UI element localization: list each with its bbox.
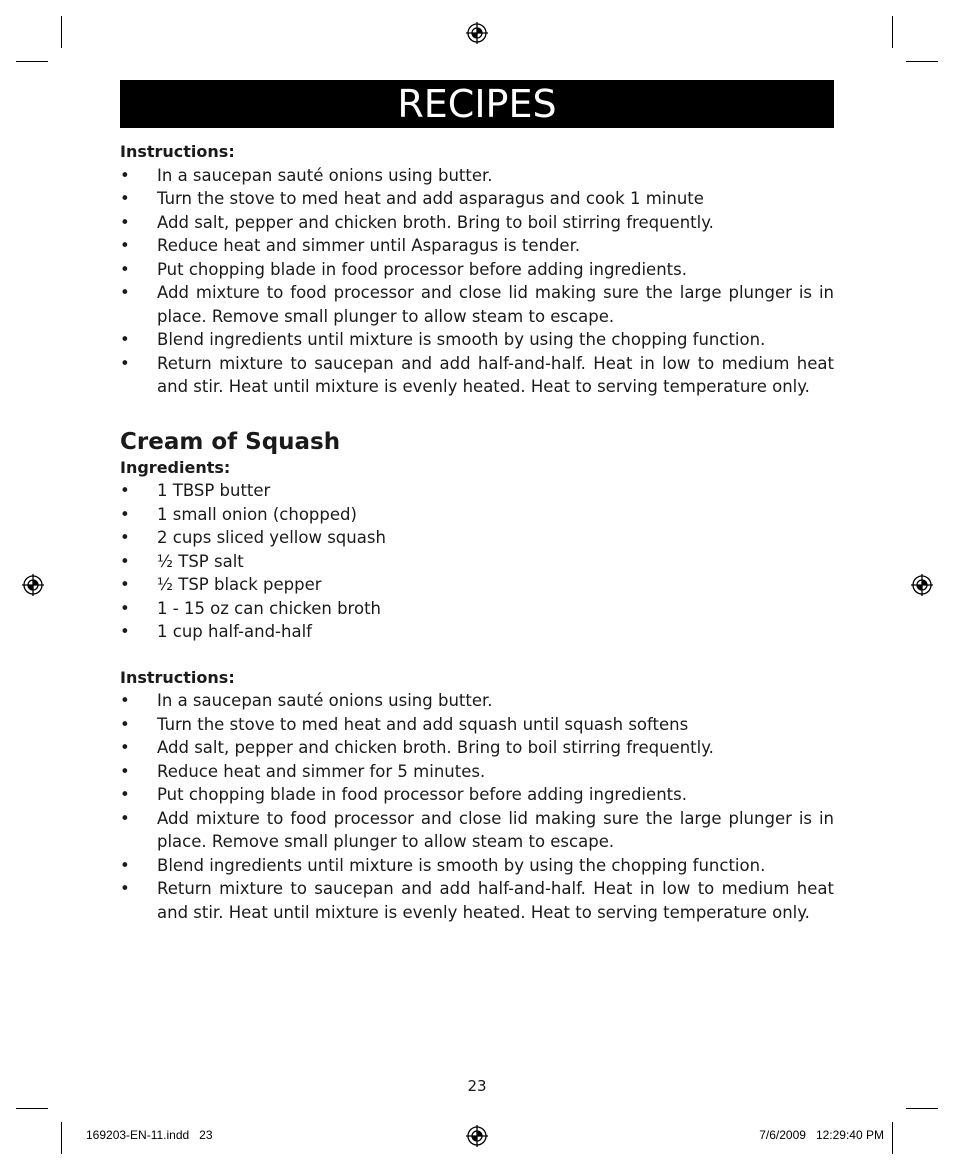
bullet-icon: • (120, 504, 130, 524)
date-slug: 7/6/2009 12:29:40 PM (759, 1128, 884, 1142)
list-item-text: ½ TSP black pepper (157, 575, 322, 594)
list-item-text: Return mixture to saucepan and add half-and-half. Heat in low to medium heat and stir. Heat until mixture is evenly heated. Heat to serving temperature only. (157, 879, 834, 922)
page-title-bar (120, 80, 834, 128)
list-item (120, 503, 834, 527)
list-item (120, 211, 834, 235)
bullet-icon: • (120, 165, 130, 185)
bullet-icon: • (120, 598, 130, 618)
list-item-text: 1 TBSP butter (157, 481, 271, 500)
list-item (120, 234, 834, 258)
crop-mark-bottom-left-horizontal (16, 1108, 48, 1109)
list-item-text: Return mixture to saucepan and add half-and-half. Heat in low to medium heat and stir. Heat until mixture is evenly heated. Heat to serving temperature only. (157, 353, 834, 396)
ingredients-label: Ingredients: (120, 457, 231, 477)
list-item (120, 573, 834, 597)
instructions-list (120, 689, 834, 924)
instructions-list (120, 164, 834, 399)
list-item (120, 689, 834, 713)
bullet-icon: • (120, 714, 130, 734)
registration-mark-icon (466, 22, 488, 44)
list-item-text: Turn the stove to med heat and add asparagus and cook 1 minute (157, 189, 704, 208)
list-item-text: Put chopping blade in food processor before adding ingredients. (157, 785, 687, 804)
recipe-content (120, 140, 834, 924)
section-spacer (120, 644, 834, 666)
bullet-icon: • (120, 691, 130, 710)
bullet-icon: • (120, 808, 130, 828)
list-item-text: 1 cup half-and-half (157, 622, 312, 641)
crop-mark-bottom-left-vertical (61, 1122, 62, 1154)
registration-mark-icon (911, 574, 933, 596)
bullet-icon: • (120, 551, 130, 571)
bullet-icon: • (120, 236, 130, 255)
list-item (120, 713, 834, 737)
list-item-text: ½ TSP salt (157, 551, 244, 571)
section-spacer (120, 399, 834, 428)
bullet-icon: • (120, 481, 130, 500)
list-item-text: 1 - 15 oz can chicken broth (157, 598, 381, 618)
ingredients-list (120, 479, 834, 644)
list-item-text: Put chopping blade in food processor before adding ingredients. (157, 259, 687, 279)
list-item-text: Add mixture to food processor and close lid making sure the large plunger is in place. Remove small plunger to allow steam to escape. (157, 808, 834, 851)
page-title: RECIPES (397, 82, 557, 126)
crop-mark-top-right-vertical (892, 16, 893, 48)
list-item (120, 479, 834, 503)
crop-mark-top-right-horizontal (906, 61, 938, 62)
bullet-icon: • (120, 212, 130, 232)
list-item (120, 807, 834, 854)
bullet-icon: • (120, 761, 130, 781)
bullet-icon: • (120, 855, 130, 875)
bullet-icon: • (120, 738, 130, 757)
bullet-icon: • (120, 622, 130, 641)
list-item (120, 877, 834, 924)
list-item (120, 620, 834, 644)
list-item (120, 164, 834, 188)
list-item-text: In a saucepan sauté onions using butter. (157, 165, 493, 185)
list-item-text: Add salt, pepper and chicken broth. Bring to boil stirring frequently. (157, 738, 714, 757)
crop-mark-top-left-horizontal (16, 61, 48, 62)
bullet-icon: • (120, 785, 130, 804)
list-item (120, 328, 834, 352)
list-item (120, 783, 834, 807)
list-item-text: Reduce heat and simmer until Asparagus is tender. (157, 236, 581, 255)
bullet-icon: • (120, 353, 130, 373)
registration-mark-icon (466, 1125, 488, 1147)
list-item-text: Add mixture to food processor and close lid making sure the large plunger is in place. Remove small plunger to allow steam to escape. (157, 283, 834, 326)
list-item (120, 736, 834, 760)
list-item (120, 597, 834, 621)
list-item (120, 281, 834, 328)
bullet-icon: • (120, 189, 130, 208)
list-item-text: Reduce heat and simmer for 5 minutes. (157, 761, 486, 781)
list-item-text: Blend ingredients until mixture is smooth by using the chopping function. (157, 330, 766, 349)
list-item (120, 258, 834, 282)
list-item-text: Add salt, pepper and chicken broth. Bring to boil stirring frequently. (157, 212, 714, 232)
list-item (120, 187, 834, 211)
instructions-label: Instructions: (120, 667, 235, 687)
bullet-icon: • (120, 575, 130, 594)
list-item-text: Blend ingredients until mixture is smooth by using the chopping function. (157, 855, 766, 875)
bullet-icon: • (120, 330, 130, 349)
crop-mark-bottom-right-vertical (892, 1122, 893, 1154)
list-item (120, 760, 834, 784)
bullet-icon: • (120, 879, 130, 898)
crop-mark-bottom-right-horizontal (906, 1108, 938, 1109)
crop-mark-top-left-vertical (61, 16, 62, 48)
registration-mark-icon (22, 574, 44, 596)
list-item (120, 526, 834, 550)
recipe-title: Cream of Squash (120, 428, 341, 455)
list-item-text: 2 cups sliced yellow squash (157, 528, 386, 547)
file-slug: 169203-EN-11.indd 23 (86, 1128, 213, 1142)
page-number: 23 (467, 1077, 487, 1095)
list-item-text: 1 small onion (chopped) (157, 504, 357, 524)
bullet-icon: • (120, 528, 130, 547)
list-item-text: In a saucepan sauté onions using butter. (157, 691, 493, 710)
bullet-icon: • (120, 283, 130, 302)
instructions-label: Instructions: (120, 142, 235, 161)
list-item-text: Turn the stove to med heat and add squash until squash softens (157, 714, 689, 734)
list-item (120, 854, 834, 878)
bullet-icon: • (120, 259, 130, 279)
list-item (120, 550, 834, 574)
list-item (120, 352, 834, 399)
